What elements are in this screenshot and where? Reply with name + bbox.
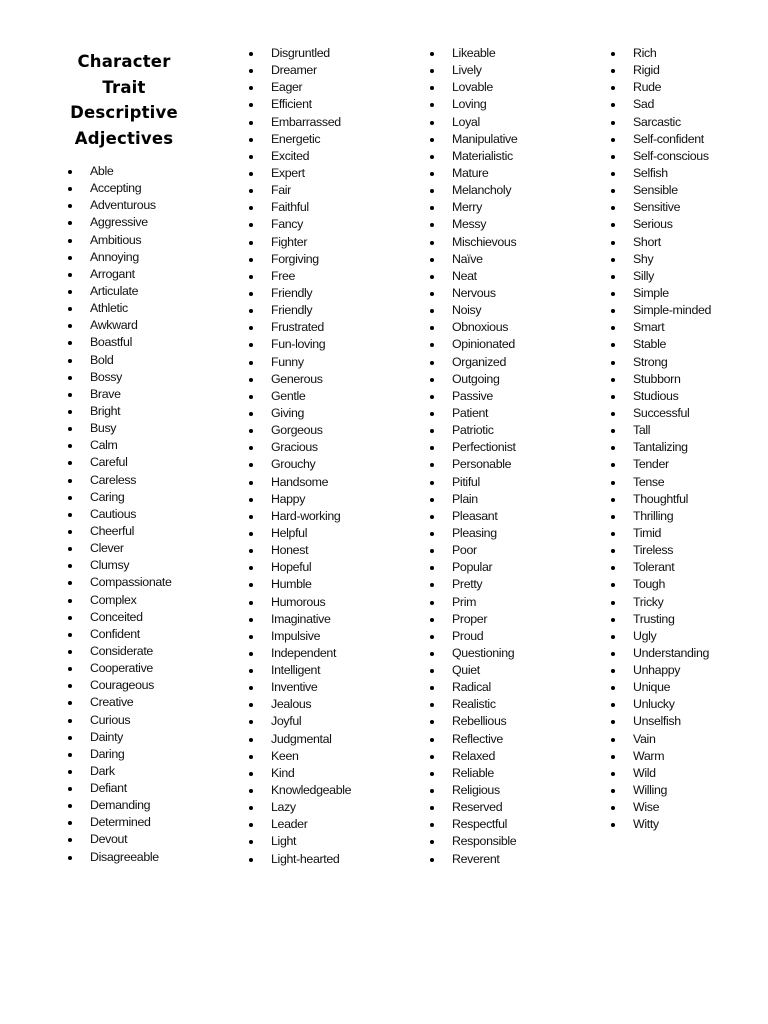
list-item: Complex <box>68 592 172 609</box>
list-item: Vain <box>611 731 711 748</box>
list-item: Dark <box>68 763 172 780</box>
list-item: Pitiful <box>430 474 517 491</box>
list-item: Nervous <box>430 285 517 302</box>
list-item: Popular <box>430 559 517 576</box>
list-item: Thrilling <box>611 508 711 525</box>
list-item: Happy <box>249 491 351 508</box>
list-item: Funny <box>249 354 351 371</box>
list-item: Ambitious <box>68 232 172 249</box>
list-item: Arrogant <box>68 266 172 283</box>
list-item: Pleasant <box>430 508 517 525</box>
list-item: Quiet <box>430 662 517 679</box>
list-item: Stable <box>611 336 711 353</box>
list-item: Lively <box>430 62 517 79</box>
list-item: Merry <box>430 199 517 216</box>
list-item: Energetic <box>249 131 351 148</box>
list-item: Friendly <box>249 302 351 319</box>
list-item: Determined <box>68 814 172 831</box>
list-item: Self-conscious <box>611 148 711 165</box>
list-item: Careless <box>68 472 172 489</box>
list-item: Stubborn <box>611 371 711 388</box>
list-item: Brave <box>68 386 172 403</box>
list-item: Clumsy <box>68 557 172 574</box>
list-item: Calm <box>68 437 172 454</box>
list-item: Proper <box>430 611 517 628</box>
list-item: Hard-working <box>249 508 351 525</box>
list-item: Faithful <box>249 199 351 216</box>
list-item: Disgruntled <box>249 45 351 62</box>
list-item: Tricky <box>611 594 711 611</box>
list-item: Gentle <box>249 388 351 405</box>
list-item: Bossy <box>68 369 172 386</box>
list-item: Curious <box>68 712 172 729</box>
list-item: Humble <box>249 576 351 593</box>
list-item: Manipulative <box>430 131 517 148</box>
list-item: Creative <box>68 694 172 711</box>
list-item: Ugly <box>611 628 711 645</box>
list-item: Light-hearted <box>249 851 351 868</box>
list-item: Frustrated <box>249 319 351 336</box>
list-item: Lazy <box>249 799 351 816</box>
list-item: Unlucky <box>611 696 711 713</box>
list-item: Unique <box>611 679 711 696</box>
list-item: Obnoxious <box>430 319 517 336</box>
list-item: Smart <box>611 319 711 336</box>
list-item: Loyal <box>430 114 517 131</box>
list-item: Leader <box>249 816 351 833</box>
list-item: Adventurous <box>68 197 172 214</box>
list-item: Efficient <box>249 96 351 113</box>
list-item: Unselfish <box>611 713 711 730</box>
list-item: Light <box>249 833 351 850</box>
list-item: Disagreeable <box>68 849 172 866</box>
list-item: Tall <box>611 422 711 439</box>
list-item: Respectful <box>430 816 517 833</box>
list-item: Busy <box>68 420 172 437</box>
list-item: Dainty <box>68 729 172 746</box>
list-item: Likeable <box>430 45 517 62</box>
title-line-1: Character <box>77 52 171 71</box>
list-item: Sad <box>611 96 711 113</box>
list-item: Responsible <box>430 833 517 850</box>
list-item: Patient <box>430 405 517 422</box>
list-item: Handsome <box>249 474 351 491</box>
list-item: Conceited <box>68 609 172 626</box>
list-item: Wild <box>611 765 711 782</box>
list-item: Gorgeous <box>249 422 351 439</box>
list-item: Knowledgeable <box>249 782 351 799</box>
list-item: Cooperative <box>68 660 172 677</box>
list-item: Trusting <box>611 611 711 628</box>
list-item: Silly <box>611 268 711 285</box>
list-item: Perfectionist <box>430 439 517 456</box>
list-item: Compassionate <box>68 574 172 591</box>
list-item: Warm <box>611 748 711 765</box>
list-item: Wise <box>611 799 711 816</box>
list-item: Impulsive <box>249 628 351 645</box>
title-line-4: Adjectives <box>74 128 174 148</box>
list-item: Giving <box>249 405 351 422</box>
list-item: Boastful <box>68 334 172 351</box>
list-item: Outgoing <box>430 371 517 388</box>
list-item: Witty <box>611 816 711 833</box>
list-item: Articulate <box>68 283 172 300</box>
list-item: Expert <box>249 165 351 182</box>
list-item: Kind <box>249 765 351 782</box>
list-item: Cautious <box>68 506 172 523</box>
list-item: Realistic <box>430 696 517 713</box>
list-item: Religious <box>430 782 517 799</box>
list-item: Fun-loving <box>249 336 351 353</box>
list-item: Honest <box>249 542 351 559</box>
list-item: Plain <box>430 491 517 508</box>
list-item: Caring <box>68 489 172 506</box>
list-item: Imaginative <box>249 611 351 628</box>
list-item: Self-confident <box>611 131 711 148</box>
list-item: Sensitive <box>611 199 711 216</box>
list-item: Embarrassed <box>249 114 351 131</box>
list-item: Short <box>611 234 711 251</box>
list-item: Rebellious <box>430 713 517 730</box>
list-item: Proud <box>430 628 517 645</box>
list-item: Helpful <box>249 525 351 542</box>
list-item: Simple <box>611 285 711 302</box>
list-item: Loving <box>430 96 517 113</box>
list-item: Tense <box>611 474 711 491</box>
list-item: Questioning <box>430 645 517 662</box>
title-line-2: Trait <box>102 77 146 97</box>
list-item: Jealous <box>249 696 351 713</box>
list-item: Clever <box>68 540 172 557</box>
adjective-column-2 <box>249 45 351 868</box>
list-item: Naïve <box>430 251 517 268</box>
list-item: Careful <box>68 454 172 471</box>
list-item: Independent <box>249 645 351 662</box>
title-line-3: Descriptive <box>70 103 178 122</box>
list-item: Tender <box>611 456 711 473</box>
list-item: Generous <box>249 371 351 388</box>
list-item: Aggressive <box>68 214 172 231</box>
list-item: Able <box>68 163 172 180</box>
list-item: Simple-minded <box>611 302 711 319</box>
list-item: Prim <box>430 594 517 611</box>
list-item: Understanding <box>611 645 711 662</box>
list-item: Gracious <box>249 439 351 456</box>
adjective-column-1 <box>68 163 172 866</box>
list-item: Reserved <box>430 799 517 816</box>
list-item: Eager <box>249 79 351 96</box>
list-item: Excited <box>249 148 351 165</box>
list-item: Passive <box>430 388 517 405</box>
list-item: Accepting <box>68 180 172 197</box>
list-item: Sensible <box>611 182 711 199</box>
list-item: Hopeful <box>249 559 351 576</box>
list-item: Athletic <box>68 300 172 317</box>
list-item: Demanding <box>68 797 172 814</box>
list-item: Mature <box>430 165 517 182</box>
list-item: Tantalizing <box>611 439 711 456</box>
list-item: Shy <box>611 251 711 268</box>
list-item: Daring <box>68 746 172 763</box>
list-item: Fancy <box>249 216 351 233</box>
list-item: Neat <box>430 268 517 285</box>
list-item: Rigid <box>611 62 711 79</box>
list-item: Defiant <box>68 780 172 797</box>
list-item: Opinionated <box>430 336 517 353</box>
list-item: Relaxed <box>430 748 517 765</box>
list-item: Devout <box>68 831 172 848</box>
list-item: Melancholy <box>430 182 517 199</box>
list-item: Awkward <box>68 317 172 334</box>
list-item: Judgmental <box>249 731 351 748</box>
list-item: Free <box>249 268 351 285</box>
page-title <box>66 49 182 151</box>
list-item: Reverent <box>430 851 517 868</box>
list-item: Tolerant <box>611 559 711 576</box>
list-item: Studious <box>611 388 711 405</box>
list-item: Humorous <box>249 594 351 611</box>
list-item: Keen <box>249 748 351 765</box>
list-item: Organized <box>430 354 517 371</box>
list-item: Mischievous <box>430 234 517 251</box>
list-item: Tireless <box>611 542 711 559</box>
list-item: Reliable <box>430 765 517 782</box>
list-item: Pleasing <box>430 525 517 542</box>
list-item: Forgiving <box>249 251 351 268</box>
list-item: Dreamer <box>249 62 351 79</box>
list-item: Joyful <box>249 713 351 730</box>
list-item: Radical <box>430 679 517 696</box>
list-item: Sarcastic <box>611 114 711 131</box>
list-item: Materialistic <box>430 148 517 165</box>
list-item: Noisy <box>430 302 517 319</box>
list-item: Timid <box>611 525 711 542</box>
list-item: Rich <box>611 45 711 62</box>
list-item: Courageous <box>68 677 172 694</box>
list-item: Grouchy <box>249 456 351 473</box>
list-item: Cheerful <box>68 523 172 540</box>
list-item: Poor <box>430 542 517 559</box>
list-item: Willing <box>611 782 711 799</box>
list-item: Bright <box>68 403 172 420</box>
list-item: Successful <box>611 405 711 422</box>
list-item: Intelligent <box>249 662 351 679</box>
list-item: Inventive <box>249 679 351 696</box>
list-item: Personable <box>430 456 517 473</box>
adjective-column-4 <box>611 45 711 833</box>
list-item: Serious <box>611 216 711 233</box>
adjective-column-3 <box>430 45 517 868</box>
list-item: Annoying <box>68 249 172 266</box>
list-item: Reflective <box>430 731 517 748</box>
list-item: Fighter <box>249 234 351 251</box>
list-item: Rude <box>611 79 711 96</box>
list-item: Messy <box>430 216 517 233</box>
list-item: Lovable <box>430 79 517 96</box>
list-item: Pretty <box>430 576 517 593</box>
list-item: Confident <box>68 626 172 643</box>
list-item: Fair <box>249 182 351 199</box>
list-item: Considerate <box>68 643 172 660</box>
list-item: Strong <box>611 354 711 371</box>
list-item: Tough <box>611 576 711 593</box>
list-item: Friendly <box>249 285 351 302</box>
list-item: Patriotic <box>430 422 517 439</box>
list-item: Selfish <box>611 165 711 182</box>
list-item: Unhappy <box>611 662 711 679</box>
list-item: Thoughtful <box>611 491 711 508</box>
list-item: Bold <box>68 352 172 369</box>
